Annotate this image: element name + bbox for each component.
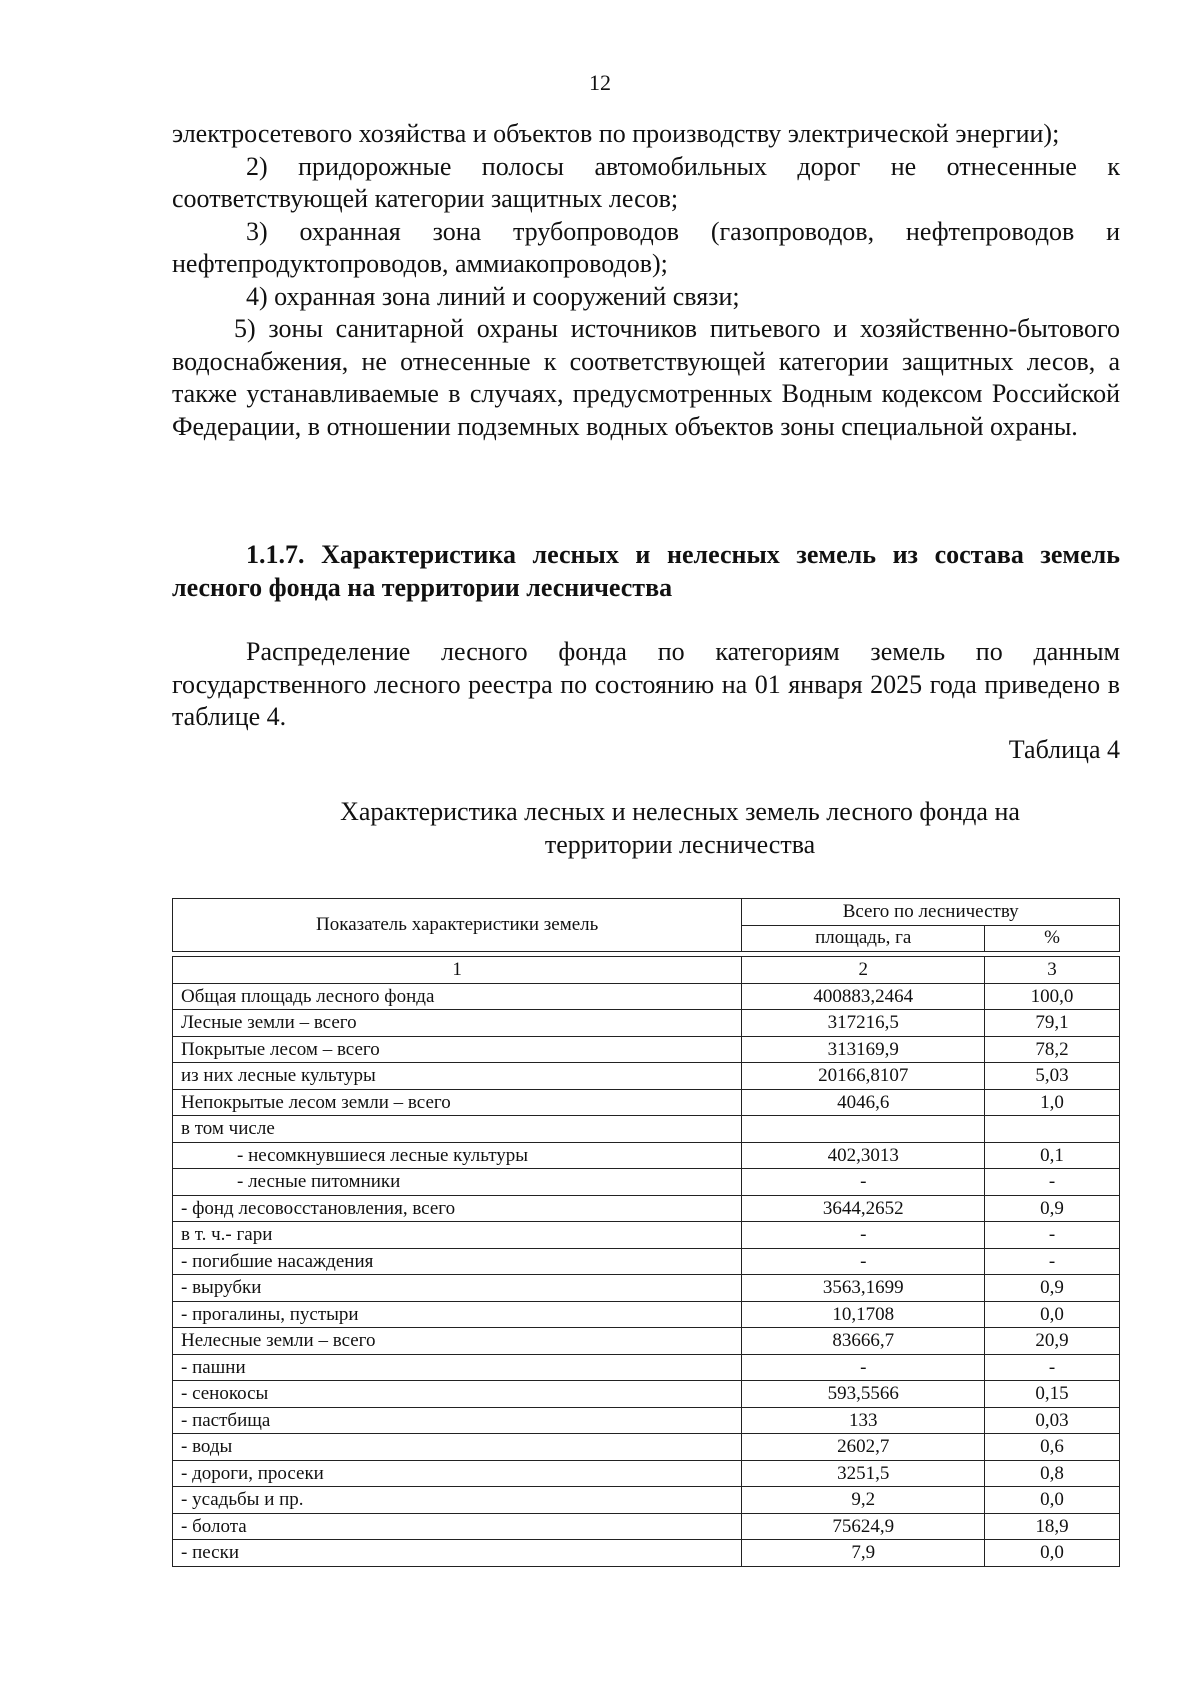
row-label: в том числе [173,1116,742,1143]
row-area: 402,3013 [742,1142,985,1169]
table-row [173,1116,1120,1143]
caption-line: Характеристика лесных и нелесных земель лесного фонда на [340,797,1020,826]
row-label: Покрытые лесом – всего [173,1036,742,1063]
row-area: 75624,9 [742,1513,985,1540]
row-area: 9,2 [742,1487,985,1514]
row-percent: 18,9 [985,1513,1120,1540]
table-row [173,1195,1120,1222]
row-percent [985,1116,1120,1143]
row-area: 4046,6 [742,1089,985,1116]
land-characteristics-table [172,898,1120,1567]
table-caption [250,795,1110,861]
header-total-group: Всего по лесничеству [742,899,1120,926]
row-area: - [742,1222,985,1249]
row-area: 7,9 [742,1540,985,1567]
intro-paragraph [172,636,1120,734]
table-row [173,1513,1120,1540]
row-area: 3644,2652 [742,1195,985,1222]
row-area: 313169,9 [742,1036,985,1063]
table-label: Таблица 4 [1008,735,1120,764]
section-heading: 1.1.7. Характеристика лесных и нелесных земель из состава земель лесного фонда на территории лесничества [172,540,1120,602]
list-item: 3) охранная зона трубопроводов (газопроводов, нефтепроводов и нефтепродуктопроводов, аммиакопроводов); [172,216,1120,278]
row-area: - [742,1248,985,1275]
table-row [173,1142,1120,1169]
row-percent: 0,9 [985,1195,1120,1222]
row-label: - болота [173,1513,742,1540]
row-percent: 5,03 [985,1063,1120,1090]
row-percent: 0,9 [985,1275,1120,1302]
caption-line: территории лесничества [544,830,816,859]
table-row [173,1540,1120,1567]
row-percent: 0,8 [985,1460,1120,1487]
header-percent: % [985,925,1120,952]
list-item: 4) охранная зона линий и сооружений связи; [246,281,740,311]
row-label: из них лесные культуры [173,1063,742,1090]
row-label: - воды [173,1434,742,1461]
header-indicator: Показатель характеристики земель [173,899,742,952]
row-percent: 0,03 [985,1407,1120,1434]
table-row [173,1063,1120,1090]
paragraph: электросетевого хозяйства и объектов по производству электрической энергии); [172,119,1060,148]
row-area [742,1116,985,1143]
table-row [173,1407,1120,1434]
table-row [173,1089,1120,1116]
column-number: 3 [985,957,1120,984]
row-percent: 0,6 [985,1434,1120,1461]
column-number: 2 [742,957,985,984]
row-area: 317216,5 [742,1010,985,1037]
column-numbers-row [173,957,1120,984]
list-item: 2) придорожные полосы автомобильных дорог не отнесенные к соответствующей категории защитных лесов; [172,151,1120,213]
page-number: 12 [589,70,611,95]
table-row [173,1434,1120,1461]
row-label: - пастбища [173,1407,742,1434]
row-area: 3563,1699 [742,1275,985,1302]
row-percent: - [985,1169,1120,1196]
intro-text: Распределение лесного фонда по категориям земель по данным государственного лесного реестра по состоянию на 01 января 2025 года приведено в таблице 4. [172,637,1120,731]
table-row [173,1010,1120,1037]
table-row [173,1381,1120,1408]
row-label: в т. ч.- гари [173,1222,742,1249]
row-percent: 0,0 [985,1540,1120,1567]
row-percent: 0,0 [985,1301,1120,1328]
row-percent: 0,0 [985,1487,1120,1514]
table-row [173,1301,1120,1328]
column-number: 1 [173,957,742,984]
list-item: 5) зоны санитарной охраны источников питьевого и хозяйственно-бытового водоснабжения, не отнесенные к соответствующей категории защитных лесов, а также устанавливаемые в случаях, предусмотренных Водным кодексом Российской Федерации, в отношении подземных водных объектов зоны специальной охраны. [172,314,1120,441]
row-area: 20166,8107 [742,1063,985,1090]
row-area: - [742,1354,985,1381]
row-area: 2602,7 [742,1434,985,1461]
row-label: Общая площадь лесного фонда [173,983,742,1010]
row-percent: 0,1 [985,1142,1120,1169]
row-label: - лесные питомники [173,1169,742,1196]
row-area: 10,1708 [742,1301,985,1328]
row-label: Лесные земли – всего [173,1010,742,1037]
row-label: Непокрытые лесом земли – всего [173,1089,742,1116]
row-percent: 0,15 [985,1381,1120,1408]
table-row [173,1328,1120,1355]
row-percent: 78,2 [985,1036,1120,1063]
row-area: 593,5566 [742,1381,985,1408]
row-percent: - [985,1354,1120,1381]
table-row [173,1222,1120,1249]
row-percent: 79,1 [985,1010,1120,1037]
row-label: - усадьбы и пр. [173,1487,742,1514]
table-header [173,899,1120,952]
row-label: - фонд лесовосстановления, всего [173,1195,742,1222]
header-area: площадь, га [742,925,985,952]
row-label: - вырубки [173,1275,742,1302]
table-row [173,1248,1120,1275]
row-area: 133 [742,1407,985,1434]
row-percent: 20,9 [985,1328,1120,1355]
table-row [173,983,1120,1010]
row-area: 83666,7 [742,1328,985,1355]
row-label: - погибшие насаждения [173,1248,742,1275]
table-row [173,1487,1120,1514]
table-row [173,1354,1120,1381]
table-row [173,1036,1120,1063]
row-percent: 100,0 [985,983,1120,1010]
row-area: 400883,2464 [742,983,985,1010]
table-row [173,1460,1120,1487]
row-label: - сенокосы [173,1381,742,1408]
row-label: - прогалины, пустыри [173,1301,742,1328]
row-label: - пески [173,1540,742,1567]
row-label: - пашни [173,1354,742,1381]
table-row [173,1275,1120,1302]
row-percent: - [985,1222,1120,1249]
row-label: - дороги, просеки [173,1460,742,1487]
table-body [173,952,1120,1567]
table-row [173,1169,1120,1196]
list-continuation [172,118,1120,443]
row-area: - [742,1169,985,1196]
row-percent: 1,0 [985,1089,1120,1116]
row-label: - несомкнувшиеся лесные культуры [173,1142,742,1169]
row-area: 3251,5 [742,1460,985,1487]
row-percent: - [985,1248,1120,1275]
row-label: Нелесные земли – всего [173,1328,742,1355]
